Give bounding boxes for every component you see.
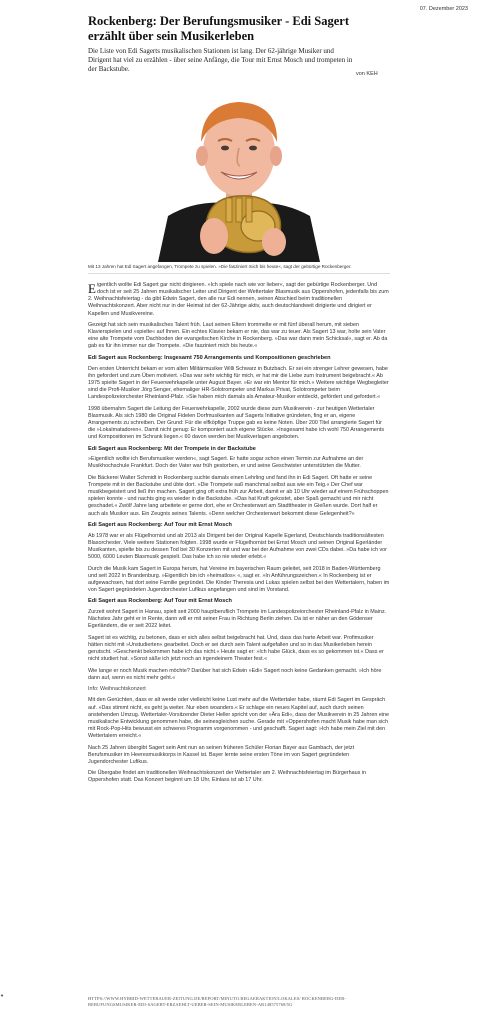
paragraph: 1998 übernahm Sagert die Leitung der Feuerwehrkapelle, 2002 wurde diese zum Musikverein - zur heutigen Wettertaler Blasmusik. Als sich 1980 die Original Fidelen Dorfmusikanten auf Sagerts Initiative gründeten, fing er an, eigene Arrangements zu schreiben. Der Grund: Für die elfköpfige Truppe gab es keine Noten. Über 200 Titel arrangierte Sagert für die »Lokalmatadoren«. Damit nicht genug: Er komponiert auch eigene Stücke. »Insgesamt habe ich wohl 750 Arrangements und Kompositionen im Schrank liegen.« 60 davon werden bei Musikverlagen angeboten. <box>88 405 385 441</box>
portrait-photo <box>88 86 390 262</box>
info-label: Info: Weihnachtskonzert <box>88 686 146 693</box>
paragraph: Gezeigt hat sich sein musikalisches Talent früh. Laut seinen Eltern trommelte er mit fünf überall herum, mit sieben Klavierspielen und »spielte« auf Ihnen. Ein echtes Klavier bekam er nie, das war zu teuer. Als Sagert 13 war, holte sein Vater eine alte Trompete vom Dachboden der evangelischen Kirche in Rockenberg. »Das war dann mein Schicksal«, sagt er. Ab da gab es für ihn immer nur die Trompete. »Die fasziniert mich bis heute.« <box>88 321 388 350</box>
paragraph: Durch die Musik kam Sagert in Europa herum, hat Vereine im bayerischen Raum geleitet, seit 2018 in Baden-Württemberg und seit 2022 in Brandenburg. »Eigentlich bin ich »heimatlos« «, sagt er. »In Anführungszeichen.« In Rockenberg ist er aufgewachsen, hat dort seine Familie gegründet. Die Kinder Theresia und Lukas spielen selbst bei den Wettertalern, haben im von Sagert gegründeten Jugendorchester Lufikus angefangen und sind im Vorstand. <box>88 565 390 594</box>
caption-divider <box>88 273 390 274</box>
corner-mark-icon: • <box>0 992 5 1000</box>
section-heading: Edi Sagert aus Rockenberg: Auf Tour mit Ernst Mosch <box>88 521 232 528</box>
paragraph: Sagert ist es wichtig, zu betonen, dass er sich alles selbst beigebracht hat. Und, dass das harte Arbeit war. Profimusiker hätten nicht mit »Unstudierten« gearbeitet. Doch er sei durch sein Talent aufgefallen und so in das Musikerleben herein gerutscht. »Geschenkt bekommen habe ich das nicht.« Heute sagt er: »Ich habe Glück, dass es so gekommen ist.« Dass er nicht studiert hat. »Sonst säße ich jetzt noch an irgendeinem Theater fest.« <box>88 634 384 663</box>
article-title: Rockenberg: Der Berufungsmusiker - Edi Sagert erzählt über sein Musikerleben <box>88 14 349 43</box>
paragraph: Nach 25 Jahren übergibt Sagert sein Amt nun an seinen früheren Schüler Florian Bayer aus Gambach, der jetzt Berufsmusiker im Heeresmusikkorps in Kassel ist. Bayer lernte seine ersten Töne im von Sagert gegründeten Jugendorchester Lufikus. <box>88 744 355 765</box>
photo-caption: Mit 13 Jahren hat Edi Sagert angefangen, Trompete zu spielen. »Die fasziniert mich bis heute«, sagt der gebürtige Rockenberger. <box>88 264 352 269</box>
paragraph: Den ersten Unterricht bekam er vom alten Militärmusiker Willi Schwarz in Butzbach. Er sei ein strenger Lehrer gewesen, habe ihn gefordert und zum Üben motiviert. »Das war sehr wichtig für mich, er hat mir die Liebe zum Instrument beigebracht.« Ab 1975 spielte Sagert in der Feuerwehrkapelle unter August Bayer. »Er war ein Mentor für mich.« Weitere wichtige Wegbegleiter sind die Profi-Musiker Jörg Senger, ehemaliger HR-Solotrompeter und Markus Privat, Solotrompeter beim Landespolizeiorchester Rheinland-Pfalz. »Sie haben mich damals als Amateur-Musiker entdeckt, gefördert und gefordert.« <box>88 365 389 401</box>
paragraph: Die Übergabe findet am traditionellen Weihnachtskonzert der Wettertaler am 2. Weihnachtsfeiertag im Bürgerhaus in Oppershofen statt. Das Konzert beginnt um 18 Uhr, Einlass ist ab 17 Uhr. <box>88 770 367 784</box>
section-heading: Edi Sagert aus Rockenberg: Insgesamt 750 Arrangements und Kompositionen geschrieben <box>88 354 331 361</box>
section-heading: Edi Sagert aus Rockenberg: Auf Tour mit Ernst Mosch <box>88 598 232 605</box>
portrait-illustration <box>88 86 390 262</box>
article-body <box>88 282 390 789</box>
paragraph: Mit den Gerüchten, dass er alt werde oder vielleicht keine Lust mehr auf die Wettertaler habe, räumt Edi Sagert im Gespräch auf. »Das stimmt nicht, es geht ja weiter. Nur eben woanders.« Er schlage ein neues Kapitel auf, auch durch seinen anstehenden Umzug. Wettertaler-Vorsitzender Dieter Heller spricht von der »Ära Edi«, dass der Musikverein in 25 Jahren eine musikalische Entwicklung genommen habe, die seinesgleichen suche. Gerade mit »Oppershofen macht Musik habe man sich mit Rock-Pop-Hits bewusst ein schweres Programm vorgenommen - und geschafft. Sagert sagt: »Ich habe mein Ziel mit den Wettertalern erreicht.« <box>88 697 390 740</box>
paragraph: Zurzeit wohnt Sagert in Hanau, spielt seit 2000 hauptberuflich Trompete im Landespolizeiorchester Rheinland-Pfalz in Mainz. Nächstes Jahr geht er in Rente, dann will er mit seiner Frau in Richtung Berlin ziehen. Da ist er näher an den Gödenser Egerländern, die er seit 2022 leitet. <box>88 609 387 630</box>
author-byline: von KEH <box>356 71 378 77</box>
publication-date: 07. Dezember 2023 <box>419 6 468 12</box>
paragraph: Ab 1978 war er als Flügelhornist und ab 2013 als Dirigent bei der Original Kapelle Egerland, Deutschlands traditionsältesten Blasorchester. Viele weitere Stationen folgten. 1998 wurde er Flügelhornist bei Ernst Mosch und seinen Original Egerländer Musikanten, spielte bis zu dessen Tod bei 30 Konzerten mit und war bei der Aufnahme von zwei CDs dabei. »Da habe ich vor 5000, 6000 Leuten Blasmusik gespielt. Das habe ich so nie wieder erlebt.« <box>88 532 387 561</box>
intro-paragraph: Eigentlich wollte Edi Sagert gar nicht dirigieren. »Ich spiele nach wie vor lieber«, sagt der gebürtige Rockenberger. Und doch ist er seit 25 Jahren musikalischer Leiter und Dirigent der Wettertaler Blasmusik aus Oppershofen, jedenfalls bis zum 2. Weihnachtsfeiertag - da gibt Edwin Sagert, den alle nur Edi nennen, seinen Abschied beim traditionellen Weihnachtskonzert. Aber nicht nur in der Heimat ist der 62-Jährige aktiv, auch deutschlandweit dirigierte und dirigiert er Kapellen und Musikvereine. <box>88 281 389 317</box>
paragraph: Wie lange er noch Musik machen möchte? Darüber hat sich Edwin »Edi« Sagert noch keine Gedanken gemacht. »Ich höre dann auf, wenn es nicht mehr geht.« <box>88 667 382 681</box>
paragraph: »Eigentlich wollte ich Berufsmusiker werden«, sagt Sagert. Er hatte sogar schon einen Termin zur Aufnahme an der Musikhochschule Frankfurt. Doch der Vater war früh gestorben, er und seine Geschwister unterstützten die Mutter. <box>88 456 364 470</box>
paragraph: Die Bäckerei Walter Schmidt in Rockenberg suchte damals einen Lehrling und fand ihn in Edi Sagert. Oft hatte er seine Trompete mit in der Backstube und übte dort. »Die Trompete saß manchmal selbst aus wie ein Teig.« Der Chef war musikbegeistert und ließ ihn machen. Sagert ging oft extra früh zur Arbeit, damit er ab 10 Uhr wieder auf einem Frühschoppen spielen konnte - und nachts ging es wieder in die Backstube. »Das hat Kraft gekostet, aber Spaß gemacht und mir nicht geschadet.« Zwölf Jahre lang arbeitete er gerne dort, ehe er Orchesterwart am Stadttheater in Gießen wurde. Dort half er auch als Musiker aus. Ein Zeugnis seines Talents. »Denn welcher Orchesterwart bekommt diese Gelegenheit?« <box>88 474 389 517</box>
section-heading: Edi Sagert aus Rockenberg: Mit der Trompete in der Backstube <box>88 445 256 452</box>
drop-cap: E <box>88 281 96 296</box>
source-url: HTTPS://WWW.HYBRID-WETTERAUER-ZEITUNG.DE/REPORT/MINUTO.REGAERAKTION/LOKALES/ ROCKENBERG-DER-BERUFUNGSMUSIKER-EDI-SAGERT-ERZAEHLT-UEBER-SEIN-MUSIKERLEBEN-AR148575768/5G <box>88 996 346 1007</box>
article-lead: Die Liste von Edi Sagerts musikalischen Stationen ist lang. Der 62-jährige Musiker und Dirigent hat viel zu erzählen - über seine Anfänge, die Tour mit Ernst Mosch und trompeten in der Backstube. <box>88 47 353 74</box>
